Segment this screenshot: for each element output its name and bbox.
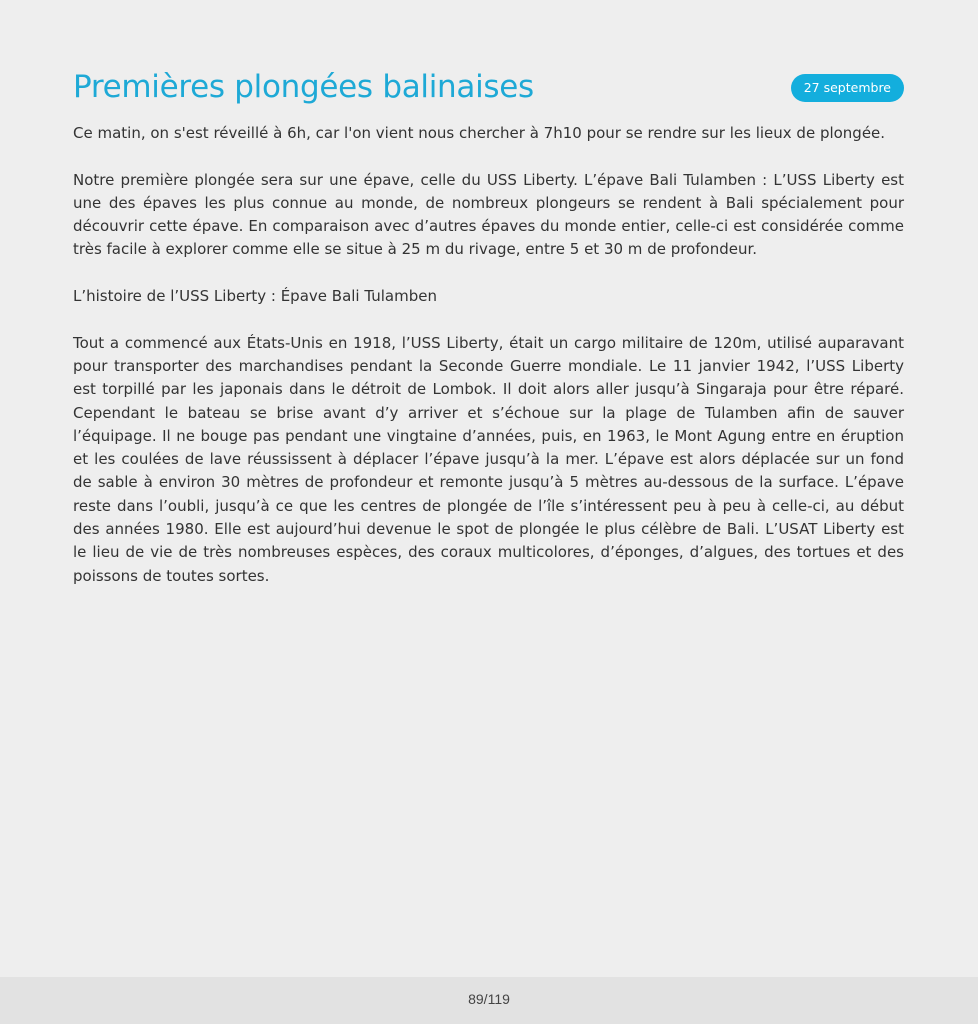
date-badge: 27 septembre xyxy=(791,74,904,102)
page-indicator: 89/119 xyxy=(468,991,510,1007)
page-footer xyxy=(0,977,978,1024)
paragraph-first-dive: Notre première plongée sera sur une épave, celle du USS Liberty. L’épave Bali Tulamben : L’USS Liberty est une des épaves les plus connue au monde, de nombreux plongeurs se rendent à Bali spécialement pour découvrir cette épave. En comparaison avec d’autres épaves du monde entier, celle-ci est considérée comme très facile à explorer comme elle se situe à 25 m du rivage, entre 5 et 30 m de profondeur. xyxy=(73,170,904,259)
page-title: Premières plongées balinaises xyxy=(73,69,534,105)
article-header xyxy=(73,64,904,110)
article-body xyxy=(73,122,904,611)
paragraph-history-heading: L’histoire de l’USS Liberty : Épave Bali Tulamben xyxy=(73,287,437,306)
paragraph-history: Tout a commencé aux États-Unis en 1918, l’USS Liberty, était un cargo militaire de 120m, utilisé auparavant pour transporter des marchandises pendant la Seconde Guerre mondiale. Le 11 janvier 1942, l’USS Liberty est torpillé par les japonais dans le détroit de Lombok. Il doit alors aller jusqu’à Singaraja pour être réparé. Cependant le bateau se brise avant d’y arriver et s’échoue sur la plage de Tulamben afin de sauver l’équipage. Il ne bouge pas pendant une vingtaine d’années, puis, en 1963, le Mont Agung entre en éruption et les coulées de lave réussissent à déplacer l’épave jusqu’à la mer. L’épave est alors déplacée sur un fond de sable à environ 30 mètres de profondeur et remonte jusqu’à 5 mètres au-dessous de la surface. L’épave reste dans l’oubli, jusqu’à ce que les centres de plongée de l’île s’intéressent peu à peu à celle-ci, au début des années 1980. Elle est aujourd’hui devenue le spot de plongée le plus célèbre de Bali. L’USAT Liberty est le lieu de vie de très nombreuses espèces, des coraux multicolores, d’éponges, d’algues, des tortues et des poissons de toutes sortes. xyxy=(73,333,904,585)
paragraph-intro: Ce matin, on s'est réveillé à 6h, car l'on vient nous chercher à 7h10 pour se rendre sur les lieux de plongée. xyxy=(73,124,886,142)
